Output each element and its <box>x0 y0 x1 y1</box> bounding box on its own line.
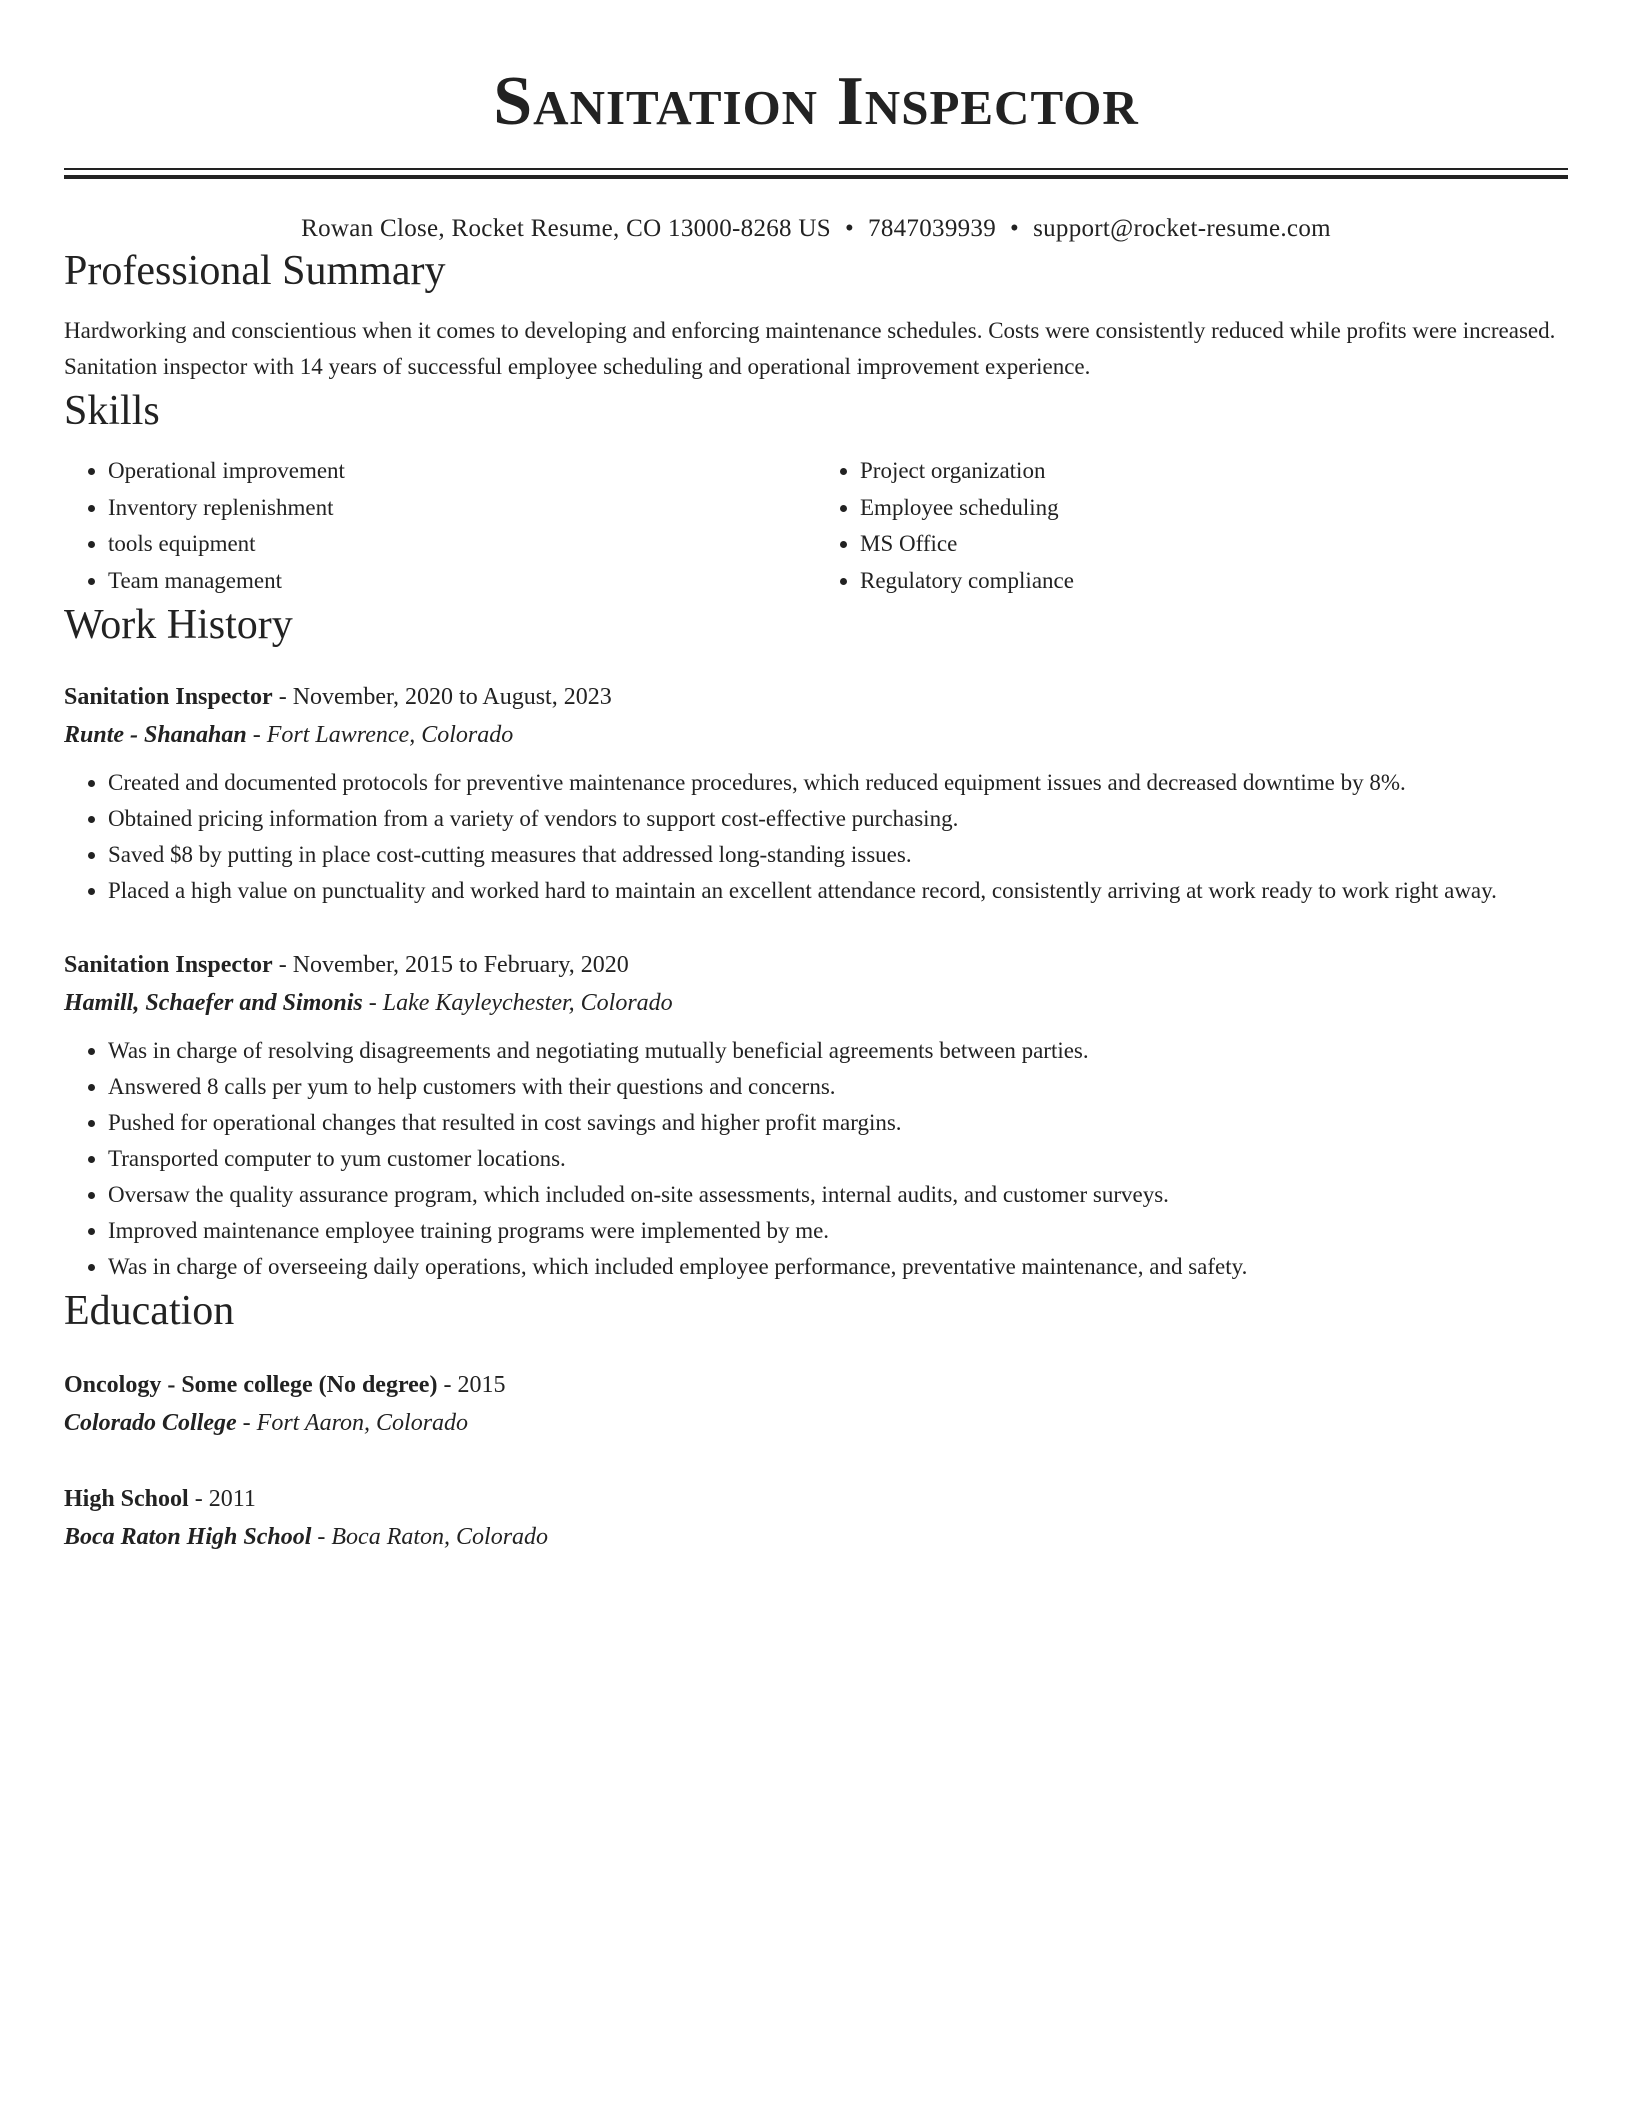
education-degree: High School <box>64 1486 189 1512</box>
job-entry <box>64 679 1568 909</box>
job-bullet: • Was in charge of overseeing daily operations, which included employee performance, preventative maintenance, and safety. <box>108 1249 1568 1285</box>
education-school-line: Colorado College - Fort Aaron, Colorado <box>64 1410 469 1436</box>
job-bullet: • Created and documented protocols for preventive maintenance procedures, which reduced equipment issues and decreased downtime by 8%. <box>108 765 1568 801</box>
divider-thick-line <box>64 175 1568 179</box>
job-title-line: Sanitation Inspector - November, 2020 to August, 2023 <box>64 684 612 710</box>
job-bullet: • Transported computer to yum customer locations. <box>108 1141 1568 1177</box>
job-title-line: Sanitation Inspector - November, 2015 to February, 2020 <box>64 952 629 978</box>
job-bullet: • Improved maintenance employee training programs were implemented by me. <box>108 1213 1568 1249</box>
skills-heading: Skills <box>64 388 160 434</box>
skills-list <box>64 453 1568 599</box>
contact-email[interactable]: support@rocket-resume.com <box>1033 215 1331 242</box>
education-degree-line: Oncology - Some college (No degree) - 2015 <box>64 1372 506 1398</box>
education-school-line: Boca Raton High School - Boca Raton, Colorado <box>64 1524 549 1550</box>
education-heading: Education <box>64 1288 235 1334</box>
job-title: Sanitation Inspector <box>64 952 273 978</box>
skill-item: • Operational improvement <box>108 453 816 490</box>
skill-item: • Project organization <box>860 453 1568 490</box>
education-school: Boca Raton High School <box>64 1524 312 1550</box>
job-dates: November, 2015 to February, 2020 <box>292 952 629 978</box>
job-dates: November, 2020 to August, 2023 <box>292 684 612 710</box>
education-location: Fort Aaron, Colorado <box>256 1410 469 1436</box>
job-bullet: • Saved $8 by putting in place cost-cutting measures that addressed long-standing issues. <box>108 837 1568 873</box>
job-bullets <box>64 1033 1568 1285</box>
job-company: Hamill, Schaefer and Simonis <box>64 990 363 1016</box>
job-location: Lake Kayleychester, Colorado <box>382 990 673 1016</box>
summary-text: Hardworking and conscientious when it comes to developing and enforcing maintenance schedules. Costs were consistently reduced while profits were increased. Sanitation inspector with 14 years of successful employee scheduling and operational improvement experience. <box>64 318 1556 379</box>
skill-item: • Inventory replenishment <box>108 490 816 527</box>
skill-item: • Team management <box>108 563 816 600</box>
title-divider <box>64 168 1568 179</box>
job-company-line: Hamill, Schaefer and Simonis - Lake Kayleychester, Colorado <box>64 990 673 1016</box>
job-title: Sanitation Inspector <box>64 684 273 710</box>
work-history-heading: Work History <box>64 602 293 648</box>
contact-separator: • <box>1010 215 1020 242</box>
job-company-line: Runte - Shanahan - Fort Lawrence, Colorado <box>64 722 514 748</box>
skill-item: • tools equipment <box>108 526 816 563</box>
summary-heading: Professional Summary <box>64 248 446 294</box>
contact-separator: • <box>844 215 855 242</box>
job-location: Fort Lawrence, Colorado <box>266 722 514 748</box>
education-entry <box>64 1367 1568 1443</box>
job-bullet: • Oversaw the quality assurance program, which included on-site assessments, internal audits, and customer surveys. <box>108 1177 1568 1213</box>
job-bullet: • Pushed for operational changes that resulted in cost savings and higher profit margins. <box>108 1105 1568 1141</box>
skill-item: • Regulatory compliance <box>860 563 1568 600</box>
education-school: Colorado College <box>64 1410 237 1436</box>
job-bullet: • Was in charge of resolving disagreements and negotiating mutually beneficial agreements between parties. <box>108 1033 1568 1069</box>
job-entry <box>64 947 1568 1285</box>
education-year: 2011 <box>208 1486 256 1512</box>
job-bullet: • Answered 8 calls per yum to help customers with their questions and concerns. <box>108 1069 1568 1105</box>
education-degree-line: High School - 2011 <box>64 1486 256 1512</box>
job-company: Runte - Shanahan <box>64 722 247 748</box>
contact-line <box>64 213 1568 245</box>
education-entry <box>64 1481 1568 1557</box>
skills-column-right <box>816 453 1568 599</box>
education-degree: Oncology - Some college (No degree) <box>64 1372 438 1398</box>
contact-address: Rowan Close, Rocket Resume, CO 13000-8268 US <box>301 215 831 242</box>
contact-phone: 7847039939 <box>868 215 997 242</box>
skill-item: • MS Office <box>860 526 1568 563</box>
job-bullet: • Placed a high value on punctuality and worked hard to maintain an excellent attendance record, consistently arriving at work ready to work right away. <box>108 873 1568 909</box>
job-bullet: • Obtained pricing information from a variety of vendors to support cost-effective purchasing. <box>108 801 1568 837</box>
skills-column-left <box>64 453 816 599</box>
education-year: 2015 <box>457 1372 506 1398</box>
skill-item: • Employee scheduling <box>860 490 1568 527</box>
education-location: Boca Raton, Colorado <box>331 1524 549 1550</box>
job-bullets <box>64 765 1568 909</box>
page-title: Sanitation Inspector <box>493 63 1139 140</box>
